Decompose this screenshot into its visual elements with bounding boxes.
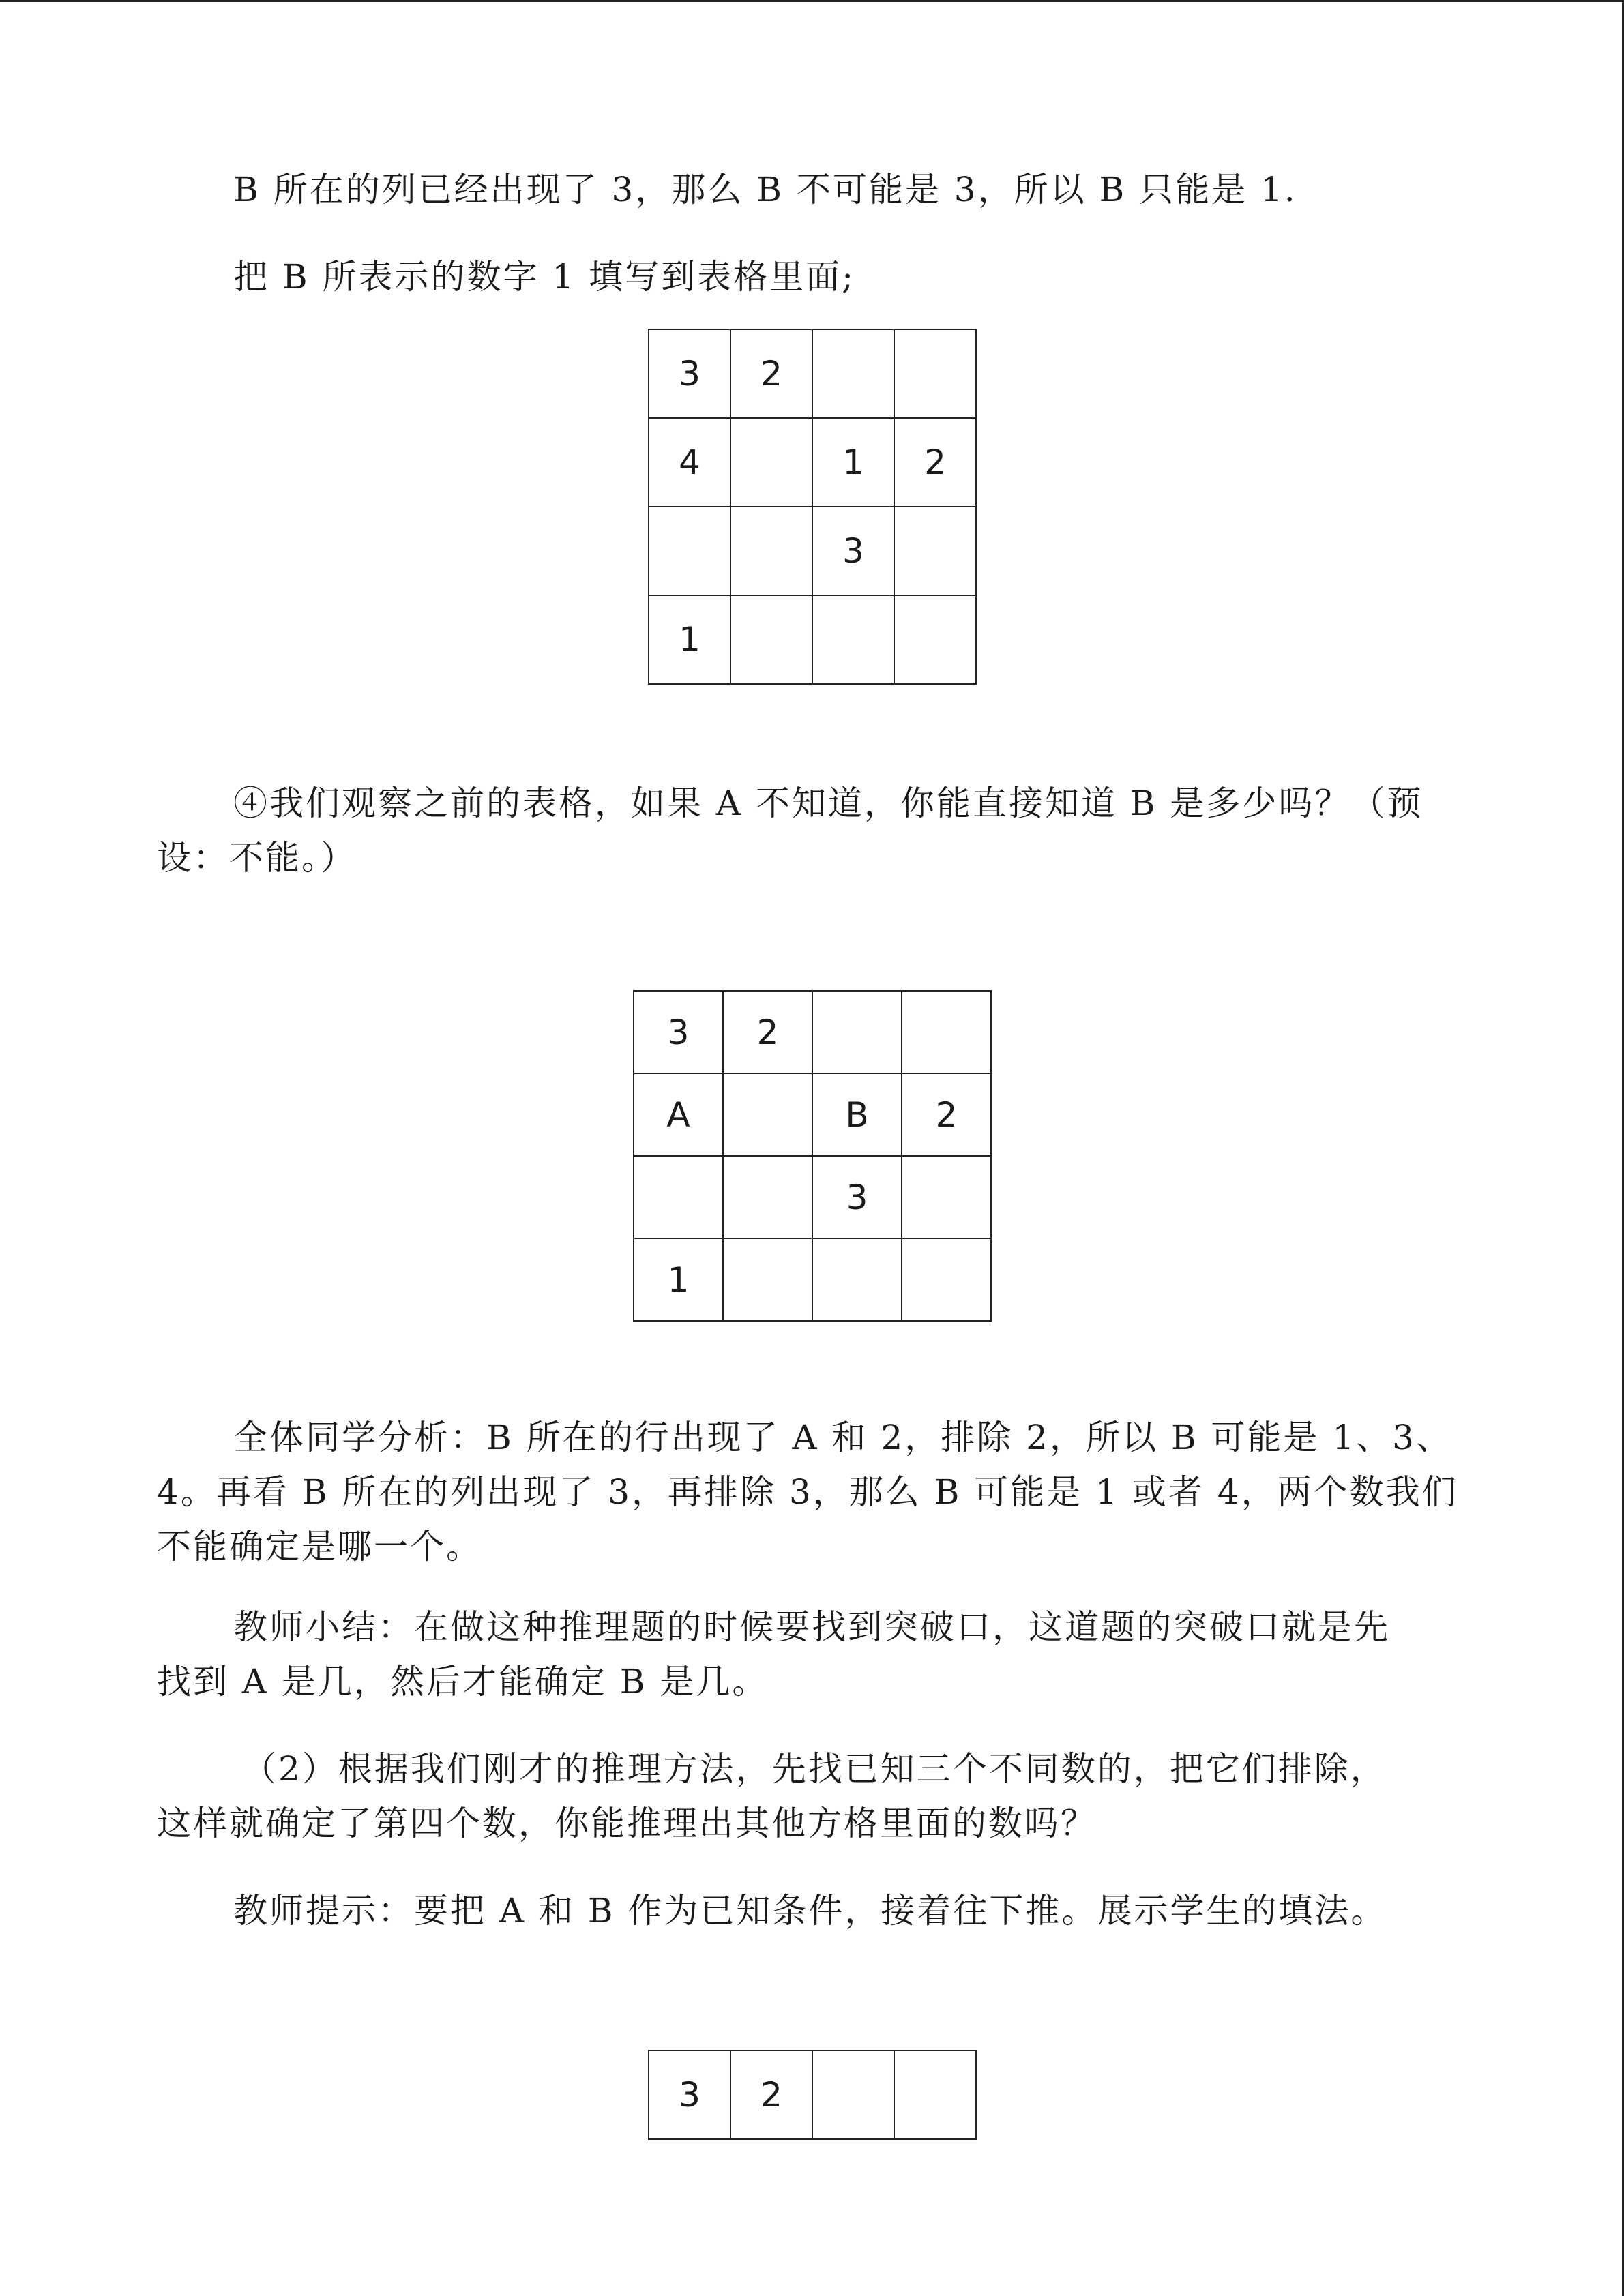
paragraph-class-analysis-line3: 不能确定是哪一个。 [157,1527,482,1566]
grid-cell [724,1074,813,1157]
grid-cell: 1 [813,419,895,507]
grid-cell [731,419,813,507]
puzzle-grid-partial [648,2050,977,2140]
paragraph-teacher-summary-line1: 教师小结：在做这种推理题的时候要找到突破口，这道题的突破口就是先 [233,1607,1390,1647]
paragraph-fill-b: 把 B 所表示的数字 1 填写到表格里面; [233,257,855,297]
grid-cell [902,1157,992,1239]
paragraph-part-2-line2: 这样就确定了第四个数，你能推理出其他方格里面的数吗？ [157,1804,1097,1843]
grid-cell: 2 [731,2051,813,2140]
puzzle-grid-filled [648,329,977,685]
grid-cell [731,596,813,685]
grid-cell: 3 [813,1157,902,1239]
page-top-border [0,0,1624,2]
grid-cell [813,2051,895,2140]
grid-cell [902,992,992,1074]
grid-cell: 4 [649,419,731,507]
paragraph-part-2-line1: （2）根据我们刚才的推理方法，先找已知三个不同数的，把它们排除， [242,1749,1387,1789]
grid-cell [813,992,902,1074]
paragraph-teacher-hint: 教师提示：要把 A 和 B 作为已知条件，接着往下推。展示学生的填法。 [233,1891,1387,1930]
grid-cell [895,596,977,685]
grid-cell [902,1239,992,1322]
grid-cell: 1 [649,596,731,685]
puzzle-grid-ab [633,990,992,1322]
grid-cell [813,596,895,685]
paragraph-class-analysis-line1: 全体同学分析：B 所在的行出现了 A 和 2，排除 2，所以 B 可能是 1、3、 [233,1418,1452,1457]
grid-cell [724,1157,813,1239]
grid-cell: 3 [649,2051,731,2140]
grid-cell [731,507,813,596]
grid-cell: A [634,1074,724,1157]
grid-cell [634,1157,724,1239]
grid-cell: 2 [724,992,813,1074]
grid-cell: 3 [813,507,895,596]
grid-cell: 3 [649,330,731,419]
grid-cell [724,1239,813,1322]
grid-cell [649,507,731,596]
grid-cell: 3 [634,992,724,1074]
grid-cell: B [813,1074,902,1157]
grid-cell [895,330,977,419]
paragraph-question-4-line2: 设：不能。） [157,838,357,878]
grid-cell: 2 [731,330,813,419]
paragraph-b-column-deduction: B 所在的列已经出现了 3，那么 B 不可能是 3，所以 B 只能是 1. [233,170,1297,209]
grid-cell: 1 [634,1239,724,1322]
paragraph-teacher-summary-line2: 找到 A 是几，然后才能确定 B 是几。 [157,1662,769,1701]
paragraph-question-4-line1: ④我们观察之前的表格，如果 A 不知道，你能直接知道 B 是多少吗？（预 [233,784,1423,823]
grid-cell [895,507,977,596]
grid-cell [813,330,895,419]
grid-cell [895,2051,977,2140]
grid-cell [813,1239,902,1322]
paragraph-class-analysis-line2: 4。再看 B 所在的列出现了 3，再排除 3，那么 B 可能是 1 或者 4，两个数我们 [157,1472,1458,1512]
grid-cell: 2 [895,419,977,507]
grid-cell: 2 [902,1074,992,1157]
